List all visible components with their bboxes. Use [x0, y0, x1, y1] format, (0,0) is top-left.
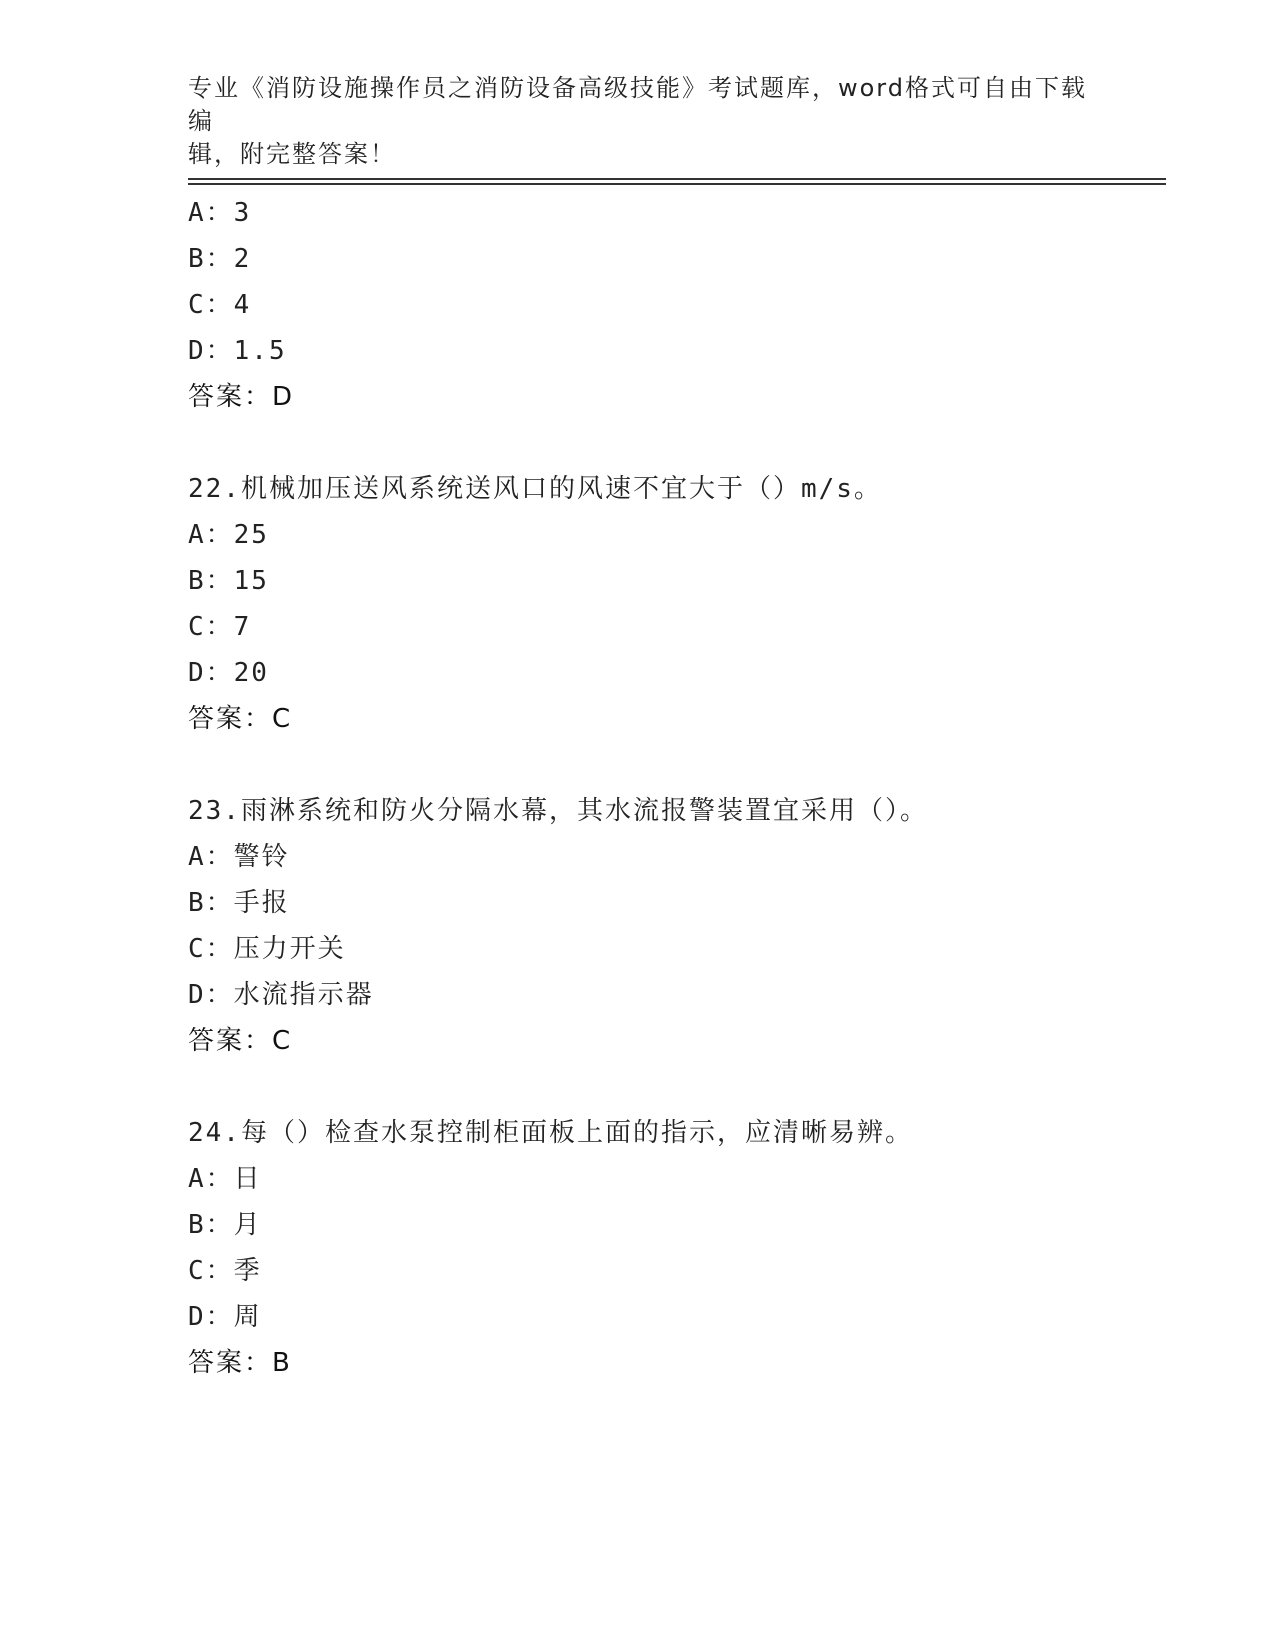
option-c: C：季 — [188, 1256, 262, 1286]
question-list — [188, 190, 1166, 1386]
header-divider-top — [188, 178, 1166, 180]
answer-line: 答案：D — [188, 382, 295, 412]
question-text: 24.每（）检查水泵控制柜面板上面的指示，应清晰易辨。 — [188, 1118, 913, 1148]
document-header — [188, 72, 1088, 171]
option-b: B：2 — [188, 244, 252, 274]
header-divider-bottom — [188, 183, 1166, 185]
option-a: A：25 — [188, 520, 269, 550]
question-block-21 — [188, 190, 1166, 420]
option-c: C：7 — [188, 612, 252, 642]
question-block-24 — [188, 1110, 1166, 1386]
option-a: A：日 — [188, 1164, 262, 1194]
option-d: D：水流指示器 — [188, 980, 374, 1010]
option-b: B：15 — [188, 566, 269, 596]
question-block-22 — [188, 466, 1166, 742]
option-d: D：周 — [188, 1302, 262, 1332]
answer-line: 答案：C — [188, 704, 293, 734]
option-b: B：月 — [188, 1210, 262, 1240]
answer-line: 答案：C — [188, 1026, 293, 1056]
question-text: 23.雨淋系统和防火分隔水幕，其水流报警装置宜采用（）。 — [188, 796, 928, 826]
option-d: D：1.5 — [188, 336, 287, 366]
option-a: A：3 — [188, 198, 252, 228]
question-text: 22.机械加压送风系统送风口的风速不宜大于（）m/s。 — [188, 474, 882, 504]
header-line-1: 专业《消防设施操作员之消防设备高级技能》考试题库，word格式可自由下载编 — [188, 74, 1087, 135]
option-c: C：压力开关 — [188, 934, 346, 964]
question-block-23 — [188, 788, 1166, 1064]
answer-line: 答案：B — [188, 1348, 292, 1378]
option-a: A：警铃 — [188, 842, 290, 872]
option-d: D：20 — [188, 658, 269, 688]
option-b: B：手报 — [188, 888, 290, 918]
header-line-2: 辑，附完整答案！ — [188, 140, 396, 168]
option-c: C：4 — [188, 290, 252, 320]
